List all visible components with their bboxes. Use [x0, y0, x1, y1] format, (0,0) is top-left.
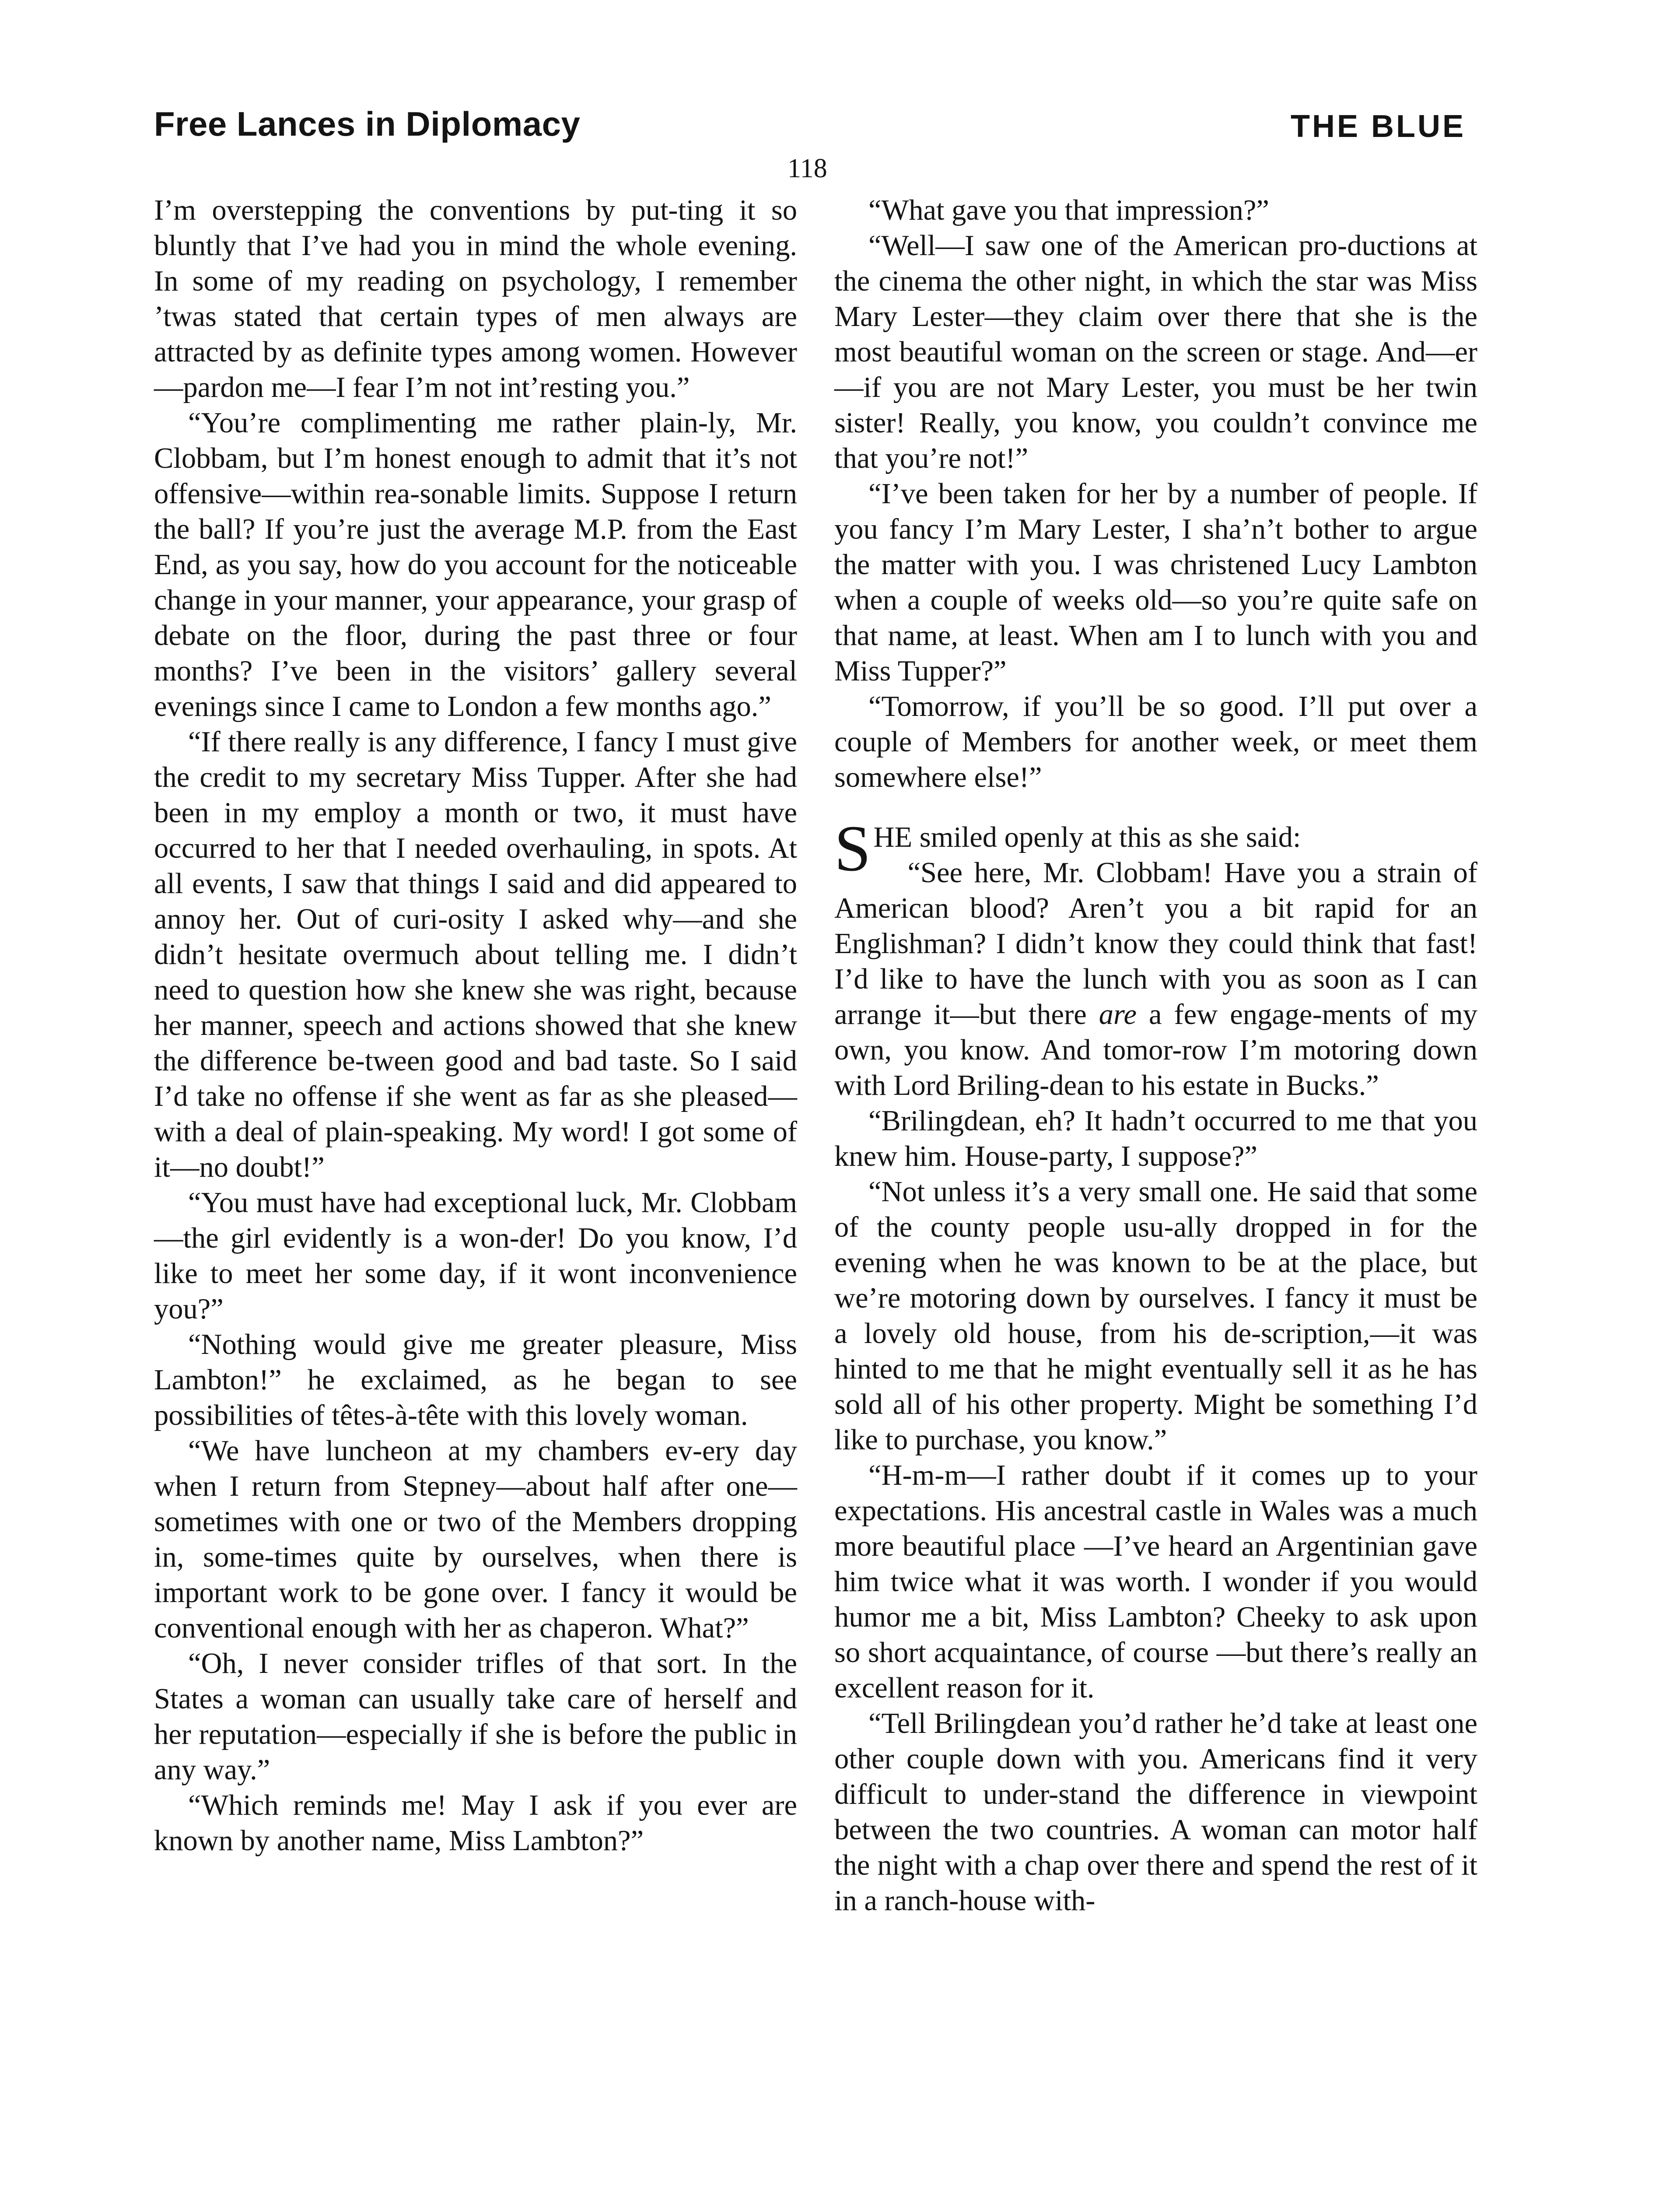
paragraph-text: “See here, Mr. Clobbam! Have you a strain of American blood? Aren’t you a bit rapid for an Englishman? I didn’t know they could think that fast! I’d like to have the lunch with you as soon as I can arrange it—but there	[834, 857, 1477, 1031]
paragraph-text: a few engage-ments of my own, you know. And tomor-row I’m motoring down with Lord Briling-dean to his estate in Bucks.”	[834, 999, 1477, 1101]
right-column	[834, 193, 1477, 1918]
section-opening-paragraph	[834, 812, 1477, 885]
paragraph	[834, 855, 1477, 1103]
paragraph: “You’re complimenting me rather plain-ly, Mr. Clobbam, but I’m honest enough to admit that it’s not offensive—within rea-sonable limits. Suppose I return the ball? If you’re just the average M.P. from the East End, as you say, how do you account for the noticeable change in your manner, your appearance, your grasp of debate on the floor, during the past three or four months? I’ve been in the visitors’ gallery several evenings since I came to London a few months ago.”	[154, 407, 797, 722]
paragraph: I’m overstepping the conventions by put-ting it so bluntly that I’ve had you in mind the whole evening. In some of my reading on psychology, I remember ’twas stated that certain types of men always are attracted by as definite types among women. However—pardon me—I fear I’m not int’resting you.”	[154, 194, 797, 403]
running-title: Free Lances in Diplomacy	[154, 105, 581, 143]
paragraph: “You must have had exceptional luck, Mr. Clobbam—the girl evidently is a won-der! Do you know, I’d like to meet her some day, if it wont inconvenience you?”	[154, 1187, 797, 1325]
paragraph: “Not unless it’s a very small one. He said that some of the county people usu-ally dropped in for the evening when he was known to be at the place, but we’re motoring down by ourselves. I fancy it must be a lovely old house, from his de-scription,—it was hinted to me that he might eventually sell it as he has sold all of his other property. Might be something I’d like to purchase, you know.”	[834, 1176, 1477, 1456]
paragraph: “Well—I saw one of the American pro-ductions at the cinema the other night, in which the star was Miss Mary Lester—they claim over there that she is the most beautiful woman on the screen or stage. And—er—if you are not Mary Lester, you must be her twin sister! Really, you know, you couldn’t convince me that you’re not!”	[834, 230, 1477, 474]
paragraph: “Tomorrow, if you’ll be so good. I’ll put over a couple of Members for another week, or meet them somewhere else!”	[834, 691, 1477, 793]
drop-cap: S	[834, 812, 871, 885]
paragraph: “If there really is any difference, I fancy I must give the credit to my secretary Miss Tupper. After she had been in my employ a month or two, it must have occurred to her that I needed overhauling, in spots. At all events, I saw that things I said and did appeared to annoy her. Out of curi-osity I asked why—and she didn’t hesitate overmuch about telling me. I didn’t need to question how she knew she was right, because her manner, speech and actions showed that she knew the difference be-tween good and bad taste. So I said I’d take no offense if she went as far as she pleased—with a deal of plain-speaking. My word! I got some of it—no doubt!”	[154, 726, 797, 1183]
paragraph: “Nothing would give me greater pleasure, Miss Lambton!” he exclaimed, as he began to see possibilities of têtes-à-tête with this lovely woman.	[154, 1329, 797, 1431]
drop-cap-line: HE smiled openly at this as she said:	[873, 821, 1301, 853]
paragraph: “H-m-m—I rather doubt if it comes up to your expectations. His ancestral castle in Wales was a much more beautiful place —I’ve heard an Argentinian gave him twice what it was worth. I wonder if you would humor me a bit, Miss Lambton? Cheeky to ask upon so short acquaintance, of course —but there’s really an excellent reason for it.	[834, 1459, 1477, 1704]
page-number: 118	[788, 154, 827, 183]
paragraph: “We have luncheon at my chambers ev-ery day when I return from Stepney—about half after one—sometimes with one or two of the Members dropping in, some-times quite by ourselves, when there is important work to be gone over. I fancy it would be conventional enough with her as chaperon. What?”	[154, 1435, 797, 1644]
paragraph: “Tell Brilingdean you’d rather he’d take at least one other couple down with you. Americans find it very difficult to under-stand the difference in viewpoint between the two countries. A woman can motor half the night with a chap over there and spend the rest of it in a ranch-house with-	[834, 1708, 1477, 1917]
emphasis: are	[1099, 999, 1137, 1031]
paragraph: “Brilingdean, eh? It hadn’t occurred to me that you knew him. House-party, I suppose?”	[834, 1105, 1477, 1172]
paragraph: “Oh, I never consider trifles of that sort. In the States a woman can usually take care of herself and her reputation—especially if she is before the public in any way.”	[154, 1648, 797, 1786]
paragraph: “Which reminds me! May I ask if you ever are known by another name, Miss Lambton?”	[154, 1789, 797, 1857]
magazine-title: THE BLUE	[1291, 109, 1466, 144]
paragraph: “What gave you that impression?”	[868, 194, 1269, 226]
left-column	[154, 193, 797, 1858]
paragraph: “I’ve been taken for her by a number of people. If you fancy I’m Mary Lester, I sha’n’t bother to argue the matter with you. I was christened Lucy Lambton when a couple of weeks old—so you’re quite safe on that name, at least. When am I to lunch with you and Miss Tupper?”	[834, 478, 1477, 687]
